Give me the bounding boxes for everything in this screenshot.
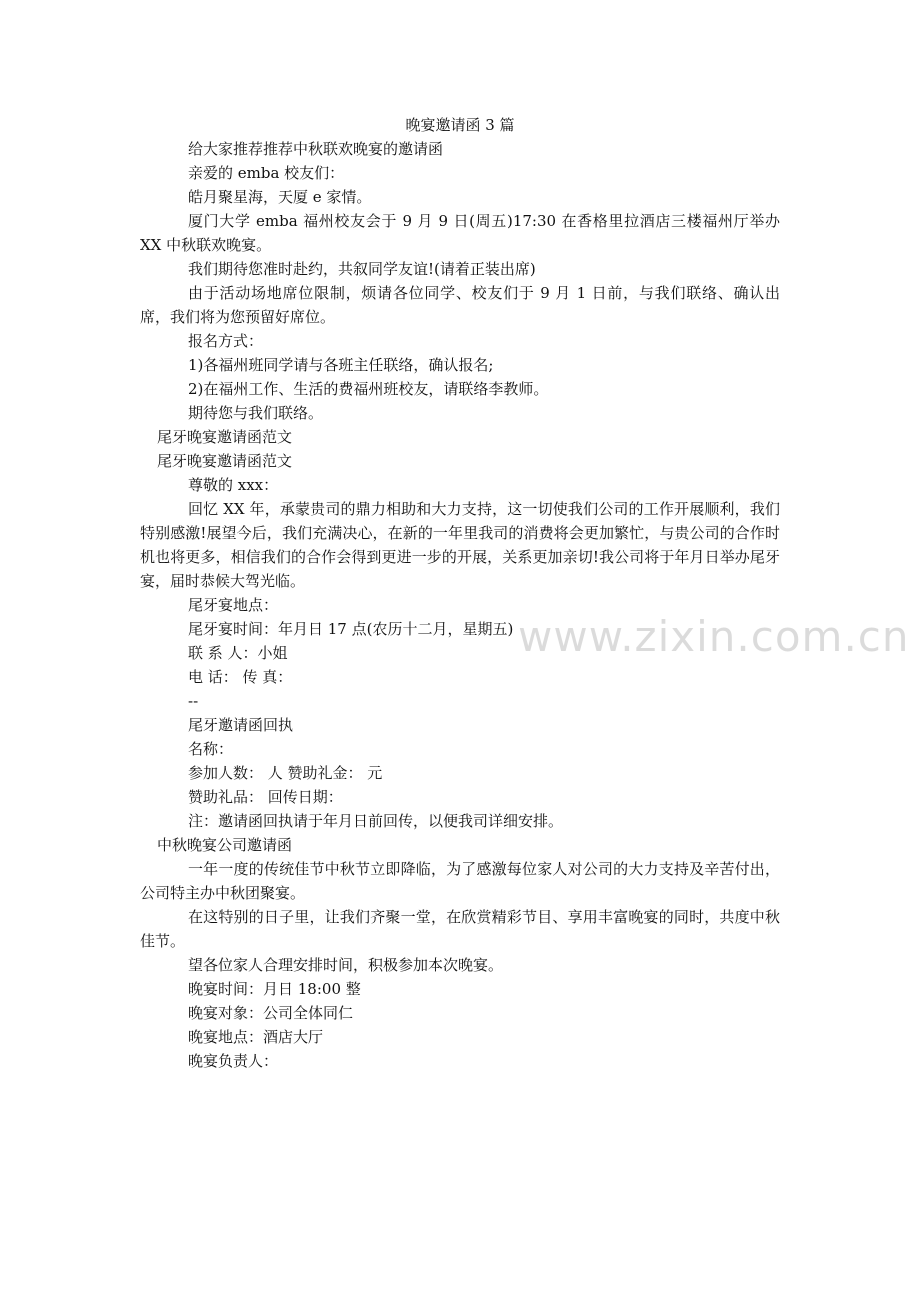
text-line: 尾牙邀请函回执 bbox=[188, 716, 294, 734]
text-line: 晚宴地点：酒店大厅 bbox=[188, 1028, 324, 1046]
paragraph: 回忆 XX 年，承蒙贵司的鼎力相助和大力支持，这一切使我们公司的工作开展顺利，我们特别感激!展望今后，我们充满决心，在新的一年里我司的消费将会更加繁忙，与贵公司的合作时机也将更多，相信我们的合作会得到更进一步的开展，关系更加亲切!我公司将于年月日举办尾牙宴，届时恭候大驾光临。 bbox=[140, 500, 780, 590]
watermark: www.zixin.com.cn bbox=[518, 612, 910, 661]
text-line: 注：邀请函回执请于年月日前回传，以便我司详细安排。 bbox=[188, 812, 564, 830]
list-item: 1)各福州班同学请与各班主任联络，确认报名; bbox=[188, 356, 494, 374]
text-line: 晚宴负责人： bbox=[188, 1052, 279, 1070]
text-line: 期待您与我们联络。 bbox=[188, 404, 324, 422]
paragraph: 一年一度的传统佳节中秋节立即降临，为了感激每位家人对公司的大力支持及辛苦付出，公司特主办中秋团聚宴。 bbox=[140, 860, 780, 902]
greeting-line: 亲爱的 emba 校友们： bbox=[188, 164, 345, 182]
list-item: 2)在福州工作、生活的费福州班校友，请联络李教师。 bbox=[188, 380, 549, 398]
text-line: 望各位家人合理安排时间，积极参加本次晚宴。 bbox=[188, 956, 504, 974]
section-heading: 尾牙晚宴邀请函范文 bbox=[157, 452, 293, 470]
greeting-line: 尊敬的 xxx： bbox=[188, 476, 279, 494]
text-line: 联 系 人：小姐 bbox=[188, 644, 288, 662]
text-line: 尾牙宴时间：年月日 17 点(农历十二月，星期五) bbox=[188, 620, 514, 638]
section-heading: 中秋晚宴公司邀请函 bbox=[157, 836, 293, 854]
separator: -- bbox=[188, 692, 199, 710]
text-line: 晚宴时间：月日 18:00 整 bbox=[188, 980, 361, 998]
paragraph: 在这特别的日子里，让我们齐聚一堂，在欣赏精彩节目、享用丰富晚宴的同时，共度中秋佳节。 bbox=[140, 908, 780, 950]
text-line: 我们期待您准时赴约，共叙同学友谊!(请着正装出席) bbox=[188, 260, 536, 278]
intro-line: 给大家推荐推荐中秋联欢晚宴的邀请函 bbox=[188, 140, 444, 158]
text-line: 晚宴对象：公司全体同仁 bbox=[188, 1004, 354, 1022]
paragraph: 厦门大学 emba 福州校友会于 9 月 9 日(周五)17:30 在香格里拉酒店三楼福州厅举办 XX 中秋联欢晚宴。 bbox=[140, 212, 780, 254]
text-line: 皓月聚星海，天厦 e 家情。 bbox=[188, 188, 372, 206]
text-line: 电 话： 传 真： bbox=[188, 668, 293, 686]
section-heading: 尾牙晚宴邀请函范文 bbox=[157, 428, 293, 446]
text-line: 尾牙宴地点： bbox=[188, 596, 279, 614]
text-line: 名称： bbox=[188, 740, 234, 758]
text-line: 报名方式： bbox=[188, 332, 264, 350]
text-line: 参加人数： 人 赞助礼金： 元 bbox=[188, 764, 383, 782]
page-title: 晚宴邀请函 3 篇 bbox=[405, 116, 515, 134]
text-line: 赞助礼品： 回传日期： bbox=[188, 788, 343, 806]
paragraph: 由于活动场地席位限制，烦请各位同学、校友们于 9 月 1 日前，与我们联络、确认出席，我们将为您预留好席位。 bbox=[140, 284, 780, 326]
